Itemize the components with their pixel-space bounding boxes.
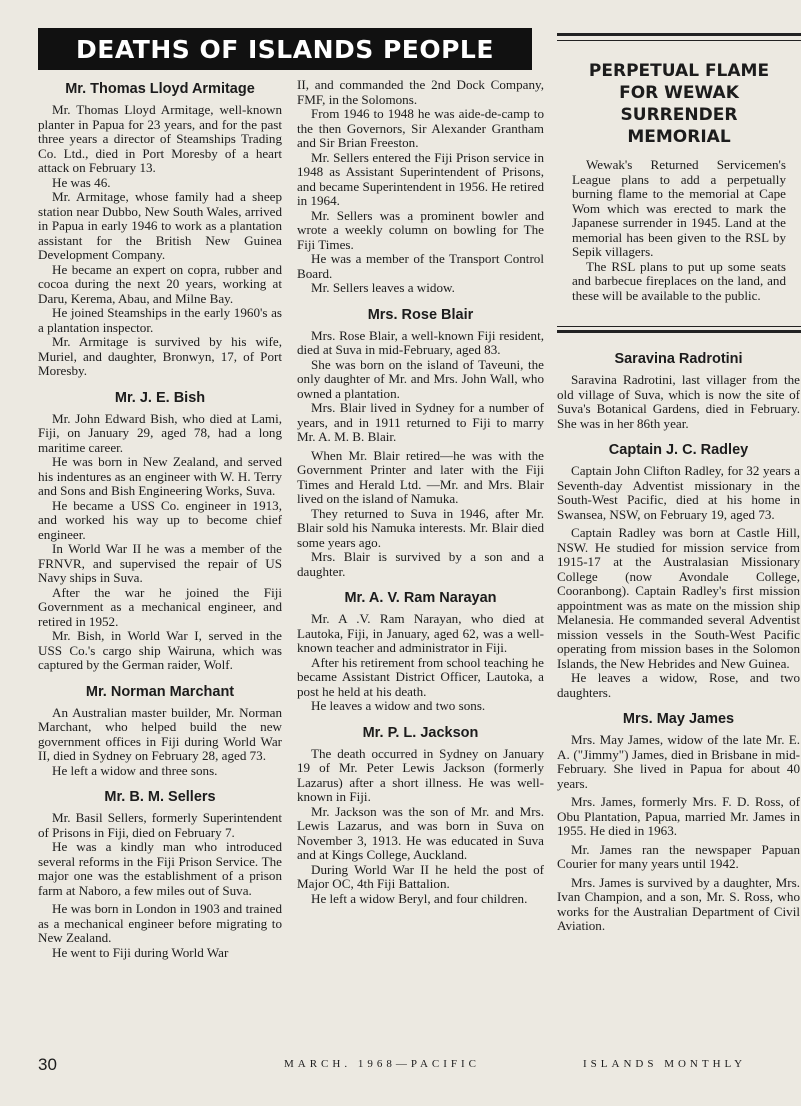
paragraph: He was a kindly man who introduced several reforms in the Fiji Prison Service. The major one was the establishment of a prison farm at Naboro, a few miles out of Suva. — [38, 839, 282, 898]
running-footer: MARCH. 1968—PACIFIC — [284, 1058, 481, 1070]
paragraph: He became a USS Co. engineer in 1913, and worked his way up to become chief engineer. — [38, 497, 282, 542]
sidebar-bottom-rule-thin — [557, 326, 801, 327]
paragraph: He was born in New Zealand, and served his indentures as an engineer with W. H. Terry and Sons and Bish Engineering Works, Suva. — [38, 454, 282, 498]
paragraph: Mrs. Blair lived in Sydney for a number of years, and in 1911 returned to Fiji to marry Mr. A. M. B. Blair. — [297, 400, 544, 444]
paragraph: From 1946 to 1948 he was aide-de-camp to the then Governors, Sir Alexander Grantham and Sir Brian Freeston. — [297, 106, 544, 150]
paragraph: He was a member of the Transport Control Board. — [297, 251, 544, 281]
obituary-heading: Mr. B. M. Sellers — [104, 789, 216, 805]
paragraph: After his retirement from school teaching he became Assistant District Officer, Lautoka, a post he held at his death. — [297, 654, 544, 699]
paragraph: They returned to Suva in 1946, after Mr. Blair sold his Namuka interests. Mr. Blair died some years ago. — [297, 505, 544, 550]
paragraph: Mrs. James, formerly Mrs. F. D. Ross, of Obu Plantation, Papua, married Mr. James in 1955. He died in 1963. — [557, 794, 800, 838]
paragraph: Mr. Armitage, whose family had a sheep station near Dubbo, New South Wales, arrived in Papua in early 1946 to work as a plantation assistant for the British New Guinea Development Company. — [38, 189, 282, 262]
paragraph: He leaves a widow, Rose, and two daughters. — [557, 670, 800, 700]
paragraph: Captain John Clifton Radley, for 32 years a Seventh-day Adventist missionary in the South-West Pacific, died at his home in Swansea, NSW, on February 19, aged 73. — [557, 463, 800, 522]
paragraph: The RSL plans to put up some seats and barbecue fireplaces on the land, and these will be available to the public. — [572, 258, 786, 303]
sidebar-box — [572, 60, 786, 303]
obituary-heading: Mr. J. E. Bish — [114, 389, 206, 406]
column-1 — [38, 80, 282, 960]
paragraph: Mr. Sellers leaves a widow. — [311, 280, 455, 295]
sidebar-title: PERPETUAL FLAME FOR WEWAK SURRENDER MEMORIAL — [588, 61, 770, 147]
obituary-heading: Mr. Thomas Lloyd Armitage — [65, 81, 255, 97]
paragraph: Wewak's Returned Servicemen's League plans to add a perpetually burning flame to the memorial at Cape Wom which was erected to mark the Japanese surrender in 1945. Land at the memorial has been given to the RSL by Sepik villagers. — [572, 157, 786, 259]
paragraph: In World War II he was a member of the FRNVR, and supervised the repair of US Navy ships in Suva. — [38, 541, 282, 585]
column-2 — [297, 78, 544, 906]
column-3 — [557, 350, 800, 934]
page-number: 30 — [38, 1055, 57, 1074]
paragraph: He went to Fiji during World War — [52, 944, 229, 960]
obituary-heading: Mrs. May James — [622, 711, 735, 727]
paragraph: He left a widow Beryl, and four children. — [311, 890, 528, 906]
paragraph: Mr. Thomas Lloyd Armitage, well-known planter in Papua for 23 years, and for the past three years a director of Steamships Trading Co. Ltd., died in Port Moresby of a heart attack on February 13. — [38, 102, 282, 175]
paragraph: Captain Radley was born at Castle Hill, NSW. He studied for mission service from 1915-17 at the Australasian Missionary College (now Avondale College, Cooranbong). Captain Radley's first mission appointment was as mate on the mission ship Melanesia. He commanded several Adventist mission vessels in the South-West Pacific operating from mission bases in the Solomon Islands, the New Hebrides and New Guinea. — [557, 525, 800, 671]
sidebar-top-rule — [557, 33, 801, 36]
page-footer — [38, 1055, 800, 1075]
paragraph: During World War II he held the post of Major OC, 4th Fiji Battalion. — [297, 861, 544, 891]
sidebar-bottom-rule — [557, 330, 801, 333]
paragraph: When Mr. Blair retired—he was with the Government Printer and later with the Fiji Times and Herald Ltd. —Mr. and Mrs. Blair lived on the island of Namuka. — [297, 447, 544, 506]
paragraph: II, and commanded the 2nd Dock Company, FMF, in the Solomons. — [297, 77, 544, 107]
paragraph: He was born in London in 1903 and trained as a mechanical engineer before migrating to New Zealand. — [38, 901, 282, 945]
paragraph: An Australian master builder, Mr. Norman Marchant, who helped build the new government offices in Fiji during World War II, died in Sydney on February 28, aged 73. — [38, 704, 282, 763]
paragraph: Mrs. Rose Blair, a well-known Fiji resident, died at Suva in mid-February, aged 83. — [297, 327, 544, 357]
paragraph: Mr. Sellers was a prominent bowler and wrote a weekly column on bowling for The Fiji Times. — [297, 207, 544, 252]
obituary-heading: Captain J. C. Radley — [608, 442, 749, 458]
section-banner: DEATHS OF ISLANDS PEOPLE — [38, 28, 532, 70]
paragraph: Mr. A .V. Ram Narayan, who died at Lautoka, Fiji, in January, aged 62, was a well-known teacher and administrator in Fiji. — [297, 611, 544, 655]
paragraph: Mr. Armitage is survived by his wife, Muriel, and daughter, Bronwyn, 17, of Port Moresby. — [38, 334, 282, 378]
paragraph: He became an expert on copra, rubber and cocoa during the next 20 years, working at Daru, Kerema, Abau, and Milne Bay. — [38, 261, 282, 306]
paragraph: Mr. John Edward Bish, who died at Lami, Fiji, on January 29, aged 78, had a long maritime career. — [38, 410, 282, 455]
paragraph: Mr. Bish, in World War I, served in the USS Co.'s cargo ship Wairuna, which was captured by the German raider, Wolf. — [38, 628, 282, 672]
paragraph: Mrs. May James, widow of the late Mr. E. A. ("Jimmy") James, died in Brisbane in mid-February. She lived in Papua for about 40 years. — [557, 732, 800, 791]
paragraph: He was 46. — [52, 174, 111, 190]
paragraph: He leaves a widow and two sons. — [311, 698, 486, 713]
paragraph: The death occurred in Sydney on January 19 of Mr. Peter Lewis Jackson (formerly Lazarus) after a short illness. He was well-known in Fiji. — [297, 745, 544, 804]
paragraph: Mrs. James is survived by a daughter, Mrs. Ivan Champion, and a son, Mr. S. Ross, who works for the Australian Department of Civil Aviation. — [557, 874, 800, 933]
paragraph: He left a widow and three sons. — [52, 762, 218, 778]
paragraph: Mr. James ran the newspaper Papuan Courier for many years until 1942. — [557, 841, 800, 871]
obituary-heading: Mrs. Rose Blair — [367, 306, 474, 323]
paragraph: She was born on the island of Taveuni, the only daughter of Mr. and Mrs. John Wall, who owned a plantation. — [297, 356, 544, 401]
obituary-heading: Mr. Norman Marchant — [85, 683, 235, 700]
obituary-heading: Mr. A. V. Ram Narayan — [344, 590, 497, 606]
obituary-heading: Saravina Radrotini — [614, 351, 743, 367]
sidebar-top-rule-thin — [557, 40, 801, 41]
paragraph: Mr. Sellers entered the Fiji Prison service in 1948 as Assistant Superintendent of Prisons, and became Superintendent in 1956. He retired in 1964. — [297, 149, 544, 208]
paragraph: After the war he joined the Fiji Government as a mechanical engineer, and retired in 1952. — [38, 584, 282, 629]
paragraph: Mrs. Blair is survived by a son and a daughter. — [297, 549, 544, 579]
running-footer-title: ISLANDS MONTHLY — [583, 1058, 747, 1070]
paragraph: Mr. Basil Sellers, formerly Superintendent of Prisons in Fiji, died on February 7. — [38, 810, 282, 840]
paragraph: He joined Steamships in the early 1960's as a plantation inspector. — [38, 305, 282, 335]
paragraph: Saravina Radrotini, last villager from the old village of Suva, which is now the site of Suva's Botanical Gardens, died in February. She was in her 86th year. — [557, 372, 800, 431]
paragraph: Mr. Jackson was the son of Mr. and Mrs. Lewis Lazarus, and was born in Suva on November 3, 1913. He was educated in Suva and at Kings College, Auckland. — [297, 803, 544, 862]
obituary-heading: Mr. P. L. Jackson — [362, 724, 479, 741]
